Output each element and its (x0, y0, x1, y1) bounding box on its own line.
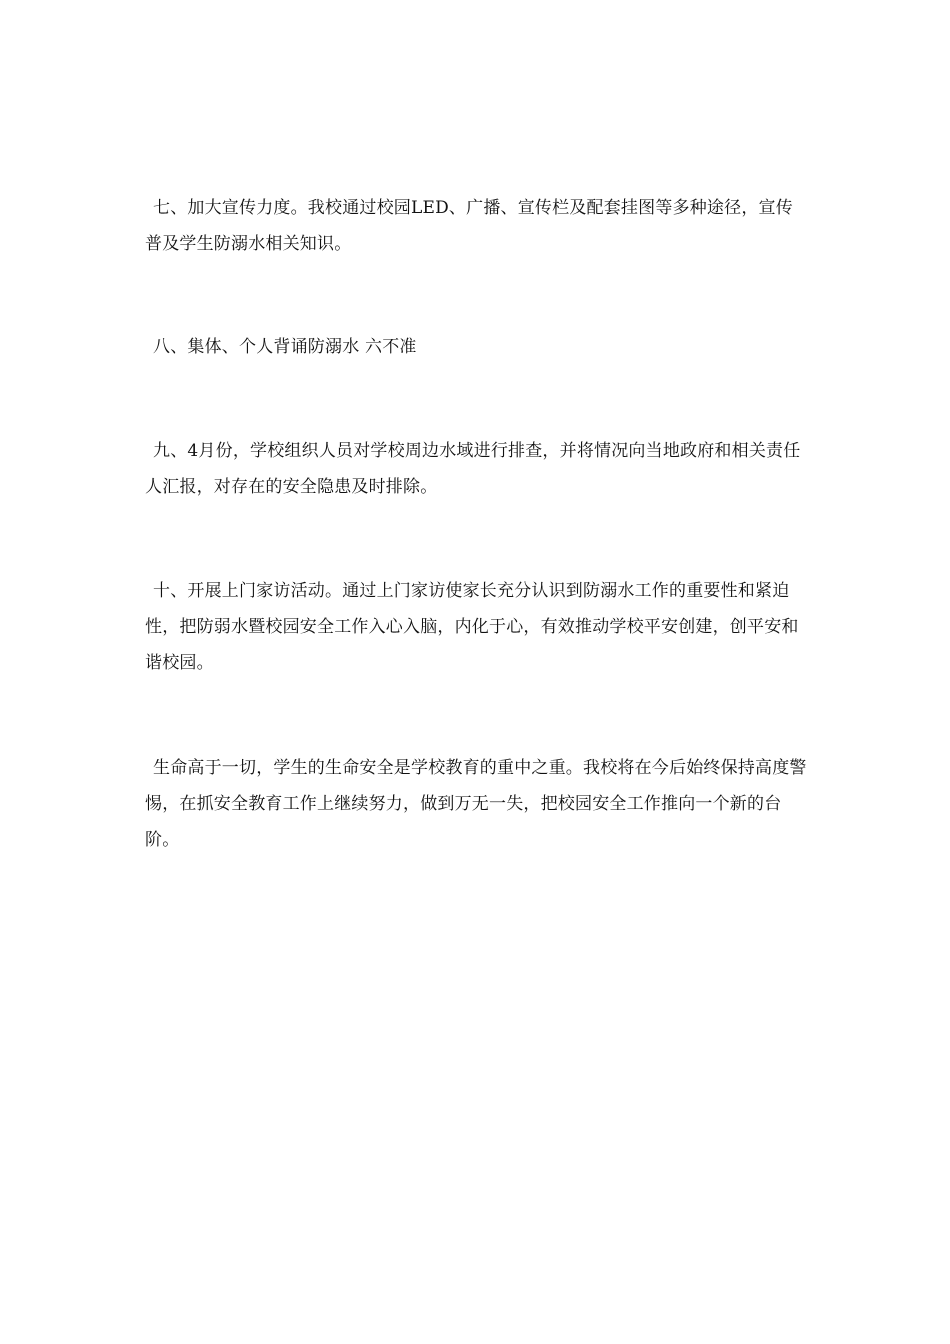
paragraph-recitation: 八、集体、个人背诵防溺水 六不准 (153, 337, 417, 357)
paragraph-conclusion: 生命高于一切，学生的生命安全是学校教育的重中之重。我校将在今后始终保持高度警惕，在抓安全教育工作上继续努力，做到万无一失，把校园安全工作推向一个新的台阶。 (145, 758, 807, 850)
paragraph-home-visits: 十、开展上门家访活动。通过上门家访使家长充分认识到防溺水工作的重要性和紧迫性，把防弱水暨校园安全工作入心入脑，内化于心，有效推动学校平安创建，创平安和谐校园。 (145, 581, 799, 673)
paragraph-water-inspection: 九、4月份，学校组织人员对学校周边水域进行排查，并将情况向当地政府和相关责任人汇报，对存在的安全隐患及时排除。 (145, 441, 801, 497)
paragraph-publicity: 七、加大宣传力度。我校通过校园LED、广播、宣传栏及配套挂图等多种途径，宣传普及学生防溺水相关知识。 (145, 198, 793, 254)
